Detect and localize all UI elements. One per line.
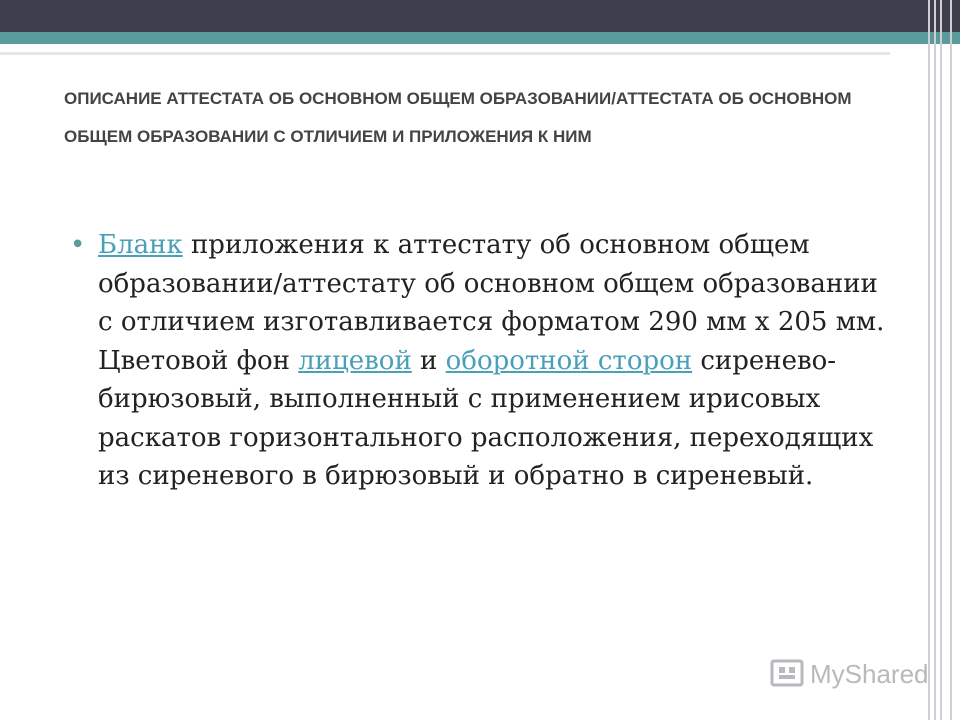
myshared-logo-icon bbox=[770, 659, 804, 689]
link-back-side[interactable]: оборотной сторон bbox=[445, 345, 693, 376]
edge-line bbox=[934, 0, 936, 720]
edge-line bbox=[940, 0, 942, 720]
bullet-point-icon: • bbox=[70, 230, 86, 260]
myshared-watermark bbox=[770, 656, 929, 692]
teal-accent-bar bbox=[0, 32, 960, 44]
body-text-segment: приложения к аттестату об основном общем образовании/аттестату об основном общем образовании с отличием изготавливается форматом 290 мм х 205 мм. Цветовой фон bbox=[98, 230, 885, 376]
slide-title: ОПИСАНИЕ АТТЕСТАТА ОБ ОСНОВНОМ ОБЩЕМ ОБРАЗОВАНИИ/АТТЕСТАТА ОБ ОСНОВНОМ ОБЩЕМ ОБРАЗОВАНИИ С ОТЛИЧИЕМ И ПРИЛОЖЕНИЯ К НИМ bbox=[64, 89, 852, 146]
right-edge-decoration bbox=[920, 0, 960, 720]
decorative-stripe bbox=[568, 44, 888, 52]
decorative-stripe bbox=[568, 55, 773, 63]
body-text-segment: и bbox=[411, 345, 446, 376]
slide-body-text bbox=[80, 226, 898, 496]
top-dark-bar bbox=[0, 0, 960, 32]
edge-line bbox=[950, 0, 952, 720]
link-blank[interactable]: Бланк bbox=[98, 230, 183, 260]
link-front-side[interactable]: лицевой bbox=[298, 345, 412, 376]
body-text-segment: сиренево-бирюзовый, выполненный с применением ирисовых раскатов горизонтального расположения, переходящих из сиреневого в бирюзовый и обратно в сиреневый. bbox=[98, 345, 874, 491]
edge-line bbox=[928, 0, 930, 720]
watermark-text: MyShared bbox=[810, 658, 929, 689]
